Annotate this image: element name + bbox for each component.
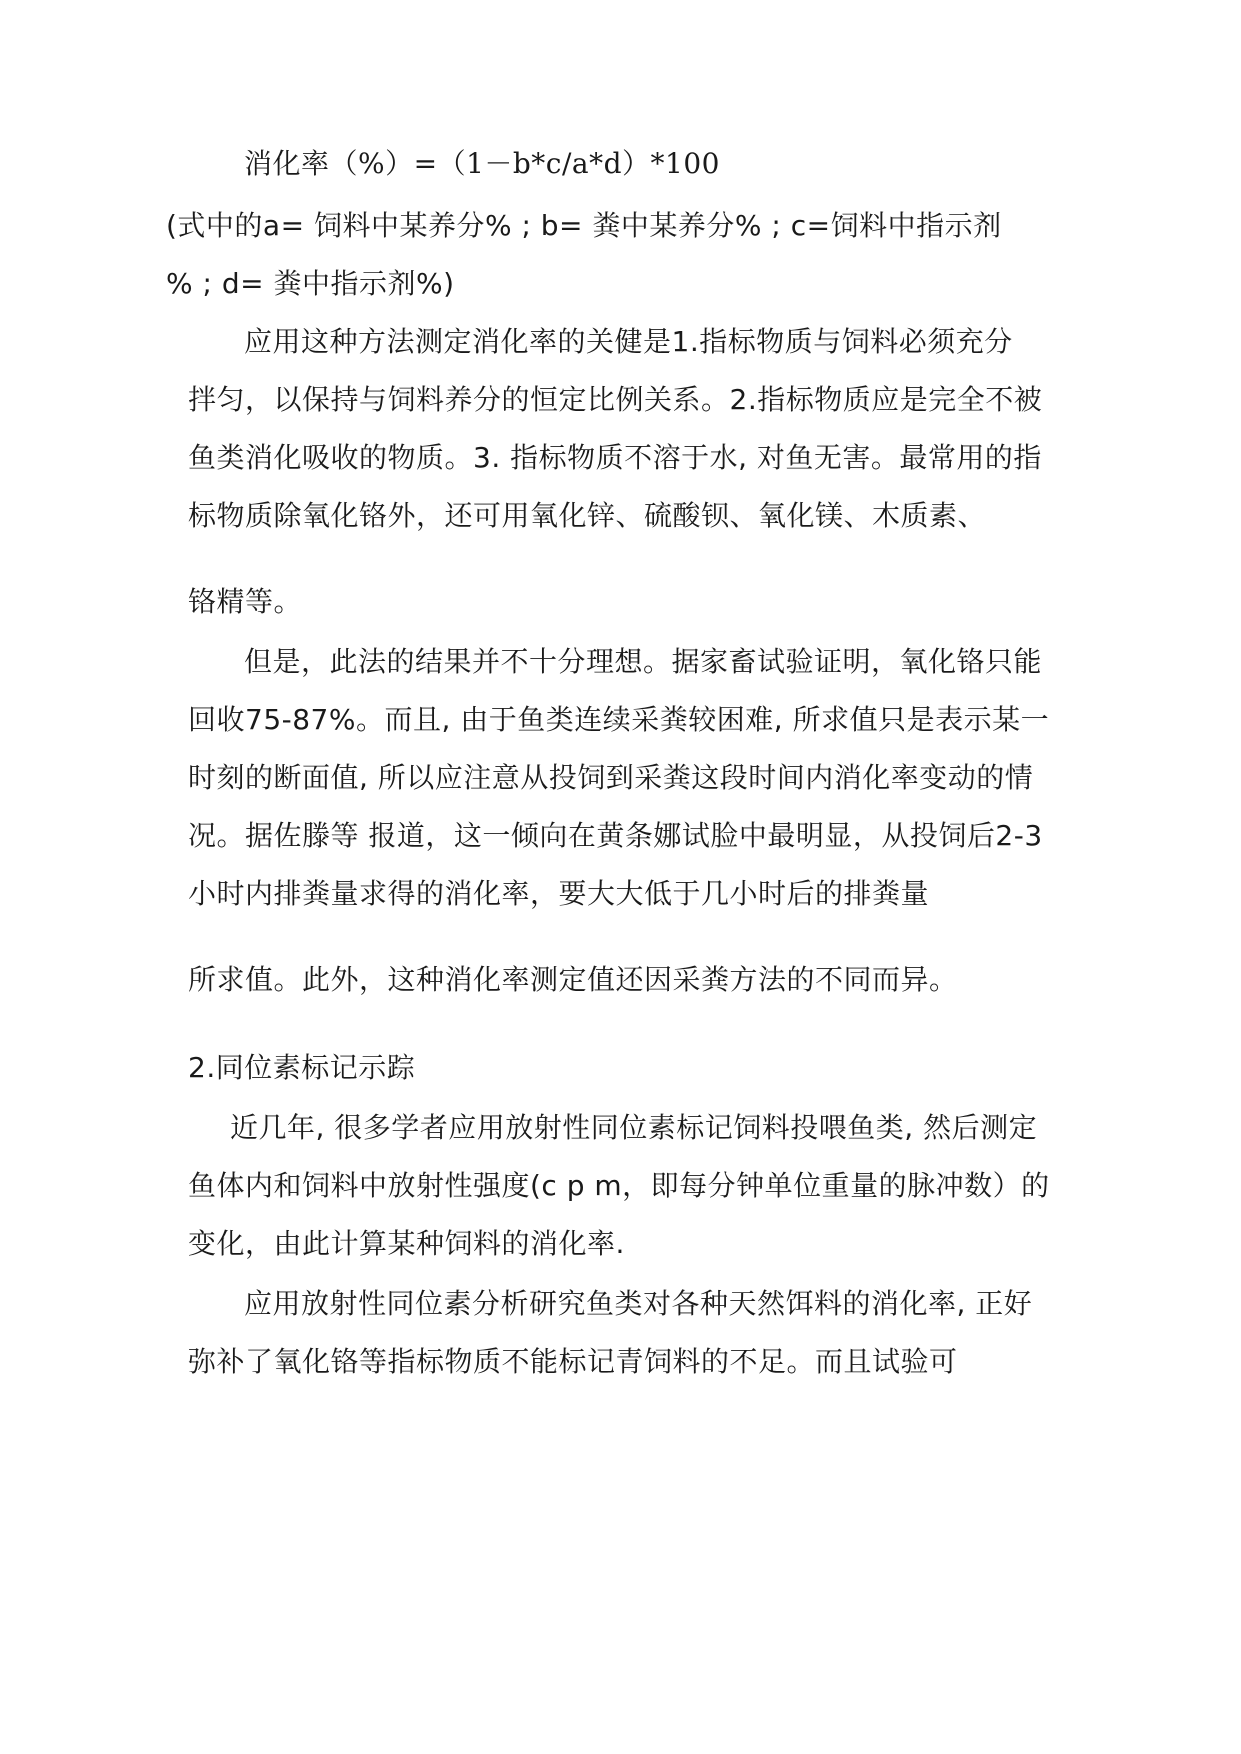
paragraph-line: 弥补了氧化铬等指标物质不能标记青饲料的不足。而且试验可 (188, 1345, 958, 1378)
paragraph-line: 小时内排粪量求得的消化率，要大大低于几小时后的排粪量 (188, 877, 930, 910)
paragraph-line: 所求值。此外，这种消化率测定值还因采粪方法的不同而异。 (188, 963, 958, 996)
paragraph-line: 鱼类消化吸收的物质。3. 指标物质不溶于水, 对鱼无害。最常用的指 (188, 441, 1042, 474)
paragraph-line: 回收75-87%。而且, 由于鱼类连续采粪较困难, 所求值只是表示某一 (188, 703, 1050, 736)
paragraph-line: 应用这种方法测定消化率的关健是1.指标物质与饲料必须充分 (244, 325, 1013, 358)
digestibility-formula: 消化率（%）=（1－b*c/a*d）*100 (244, 147, 720, 180)
paragraph-line: 但是，此法的结果并不十分理想。据家畜试验证明，氧化铬只能 (244, 645, 1043, 678)
paragraph-line: 标物质除氧化铬外，还可用氧化锌、硫酸钡、氧化镁、木质素、 (188, 499, 987, 532)
paragraph-line: 况。据佐滕等 报道，这一倾向在黄条娜试脸中最明显，从投饲后2-3 (188, 819, 1043, 852)
paragraph-line: 铬精等。 (188, 585, 303, 618)
section-heading: 2.同位素标记示踪 (188, 1051, 416, 1084)
formula-note-line: (式中的a= 饲料中某养分% ; b= 粪中某养分% ; c=饲料中指示剂 (166, 209, 1002, 242)
paragraph-line: 近几年, 很多学者应用放射性同位素标记饲料投喂鱼类, 然后测定 (230, 1111, 1038, 1144)
paragraph-line: 拌匀，以保持与饲料养分的恒定比例关系。2.指标物质应是完全不被 (188, 383, 1043, 416)
paragraph-line: 鱼体内和饲料中放射性强度(c p m，即每分钟单位重量的脉冲数）的 (188, 1169, 1050, 1202)
formula-note-line: % ; d= 粪中指示剂%) (166, 267, 455, 300)
paragraph-line: 时刻的断面值, 所以应注意从投饲到采粪这段时间内消化率变动的情 (188, 761, 1034, 794)
paragraph-line: 变化，由此计算某种饲料的消化率. (188, 1227, 625, 1260)
paragraph-line: 应用放射性同位素分析研究鱼类对各种天然饵料的消化率, 正好 (244, 1287, 1033, 1320)
